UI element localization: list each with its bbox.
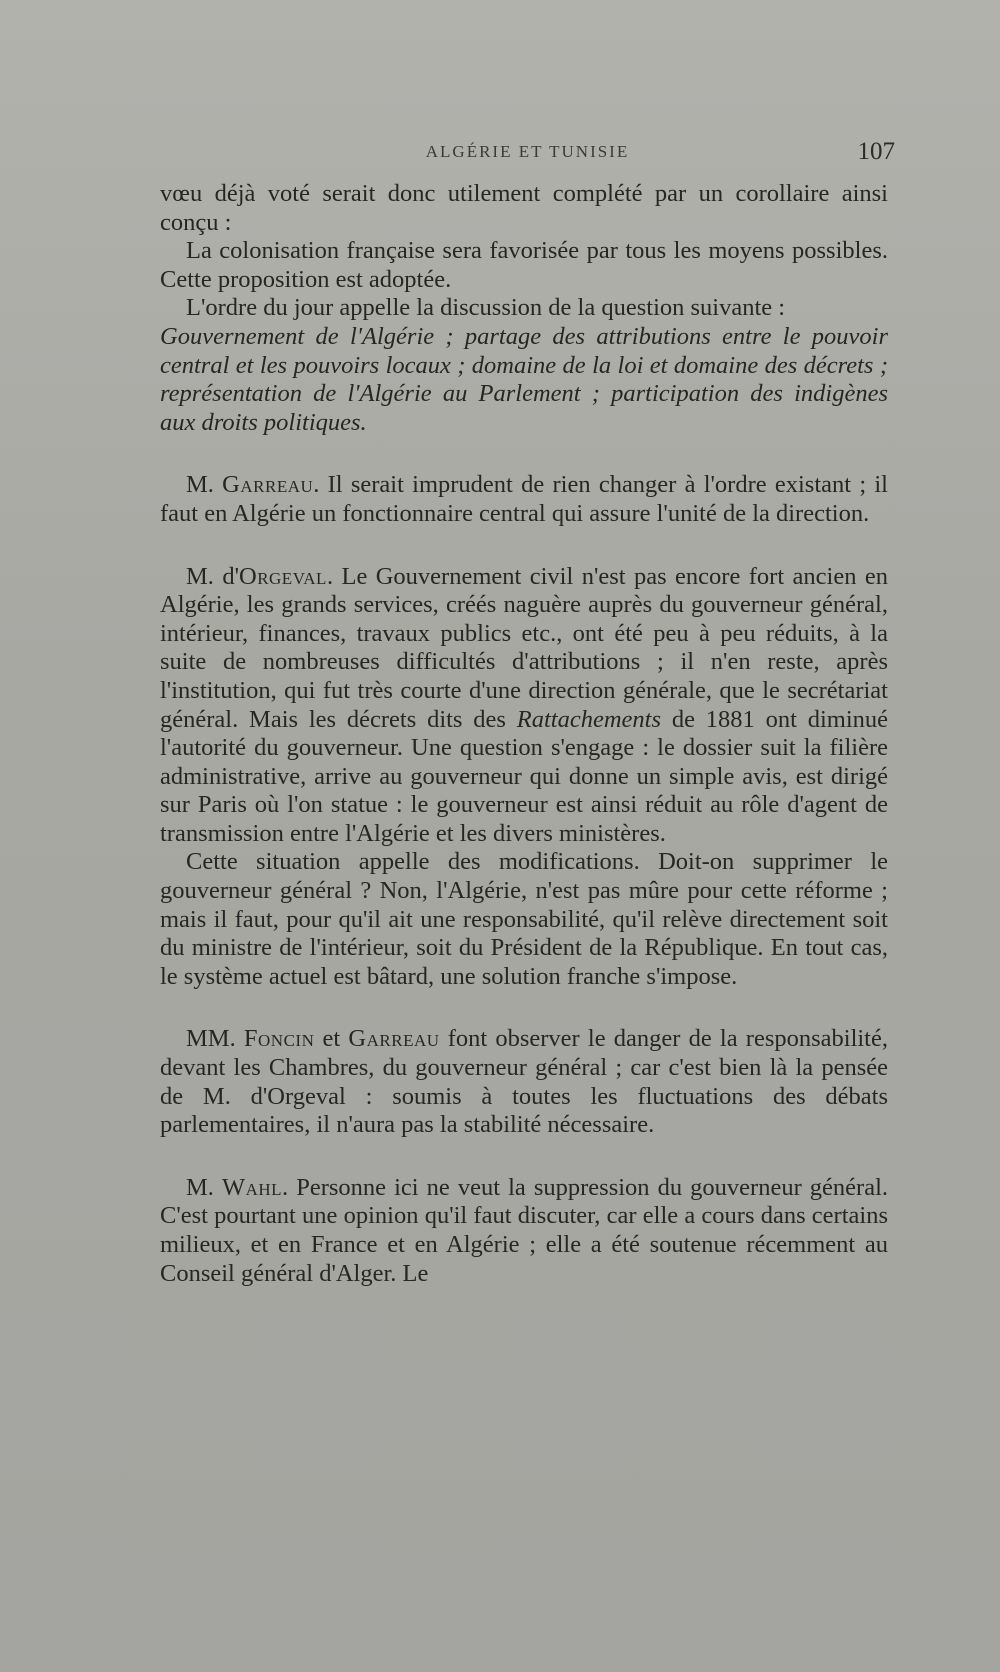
speaker-name-foncin: Foncin: [243, 1025, 315, 1053]
paragraph-1: vœu déjà voté serait donc utilement complété par un corollaire ainsi conçu :: [160, 180, 888, 236]
speech-text: . Il serait imprudent de rien changer à l'ordre existant ; il faut en Algérie un fonctionnaire central qui assure l'unité de la direction.: [160, 471, 888, 527]
paragraph-wahl: [160, 1174, 888, 1288]
paragraph-foncin-garreau: [160, 1025, 888, 1139]
speech-text: font observer le danger de la responsabilité, devant les Chambres, du gouverneur général ; car c'est bien là la pensée de M. d'Orgeval : soumis à toutes les fluctuations des débats parlementaires, il n'aura pas la stabilité nécessaire.: [160, 1025, 888, 1139]
speaker-title: M.: [186, 471, 223, 499]
paragraph-2: La colonisation française sera favorisée par tous les moyens possibles. Cette proposition est adoptée.: [160, 237, 888, 293]
page-header: [160, 138, 895, 168]
paragraph-3: L'ordre du jour appelle la discussion de la question suivante :: [186, 294, 786, 322]
speaker-name-garreau: Garreau: [348, 1025, 440, 1053]
speaker-title: M.: [186, 1173, 222, 1201]
speaker-title: M. d': [186, 562, 239, 590]
speaker-name-orgeval: Orgeval: [239, 562, 327, 590]
speaker-name-wahl: Wahl: [221, 1173, 283, 1201]
conjunction: et: [314, 1025, 349, 1053]
speaker-title: MM.: [186, 1025, 244, 1053]
paragraph-6: Cette situation appelle des modifications. Doit-on supprimer le gouverneur général ? Non, l'Algérie, n'est pas mûre pour cette réforme ; mais il faut, pour qu'il ait une responsabilité, qu'il relève directement soit du ministre de l'intérieur, soit du Président de la République. En tout cas, le système actuel est bâtard, une solution franche s'impose.: [160, 848, 888, 990]
speaker-name-garreau: Garreau: [222, 471, 314, 499]
speech-text-b: de 1881 ont diminué l'autorité du gouverneur. Une question s'engage : le dossier suit la filière administrative, arrive au gouverneur qui donne un simple avis, est dirigé sur Paris où l'on statue : le gouverneur est ainsi réduit au rôle d'agent de transmission entre l'Algérie et les divers ministères.: [160, 705, 889, 847]
speech-text-a: . Le Gouvernement civil n'est pas encore fort ancien en Algérie, les grands services, créés naguère auprès du gouverneur général, intérieur, finances, travaux publics etc., ont été peu à peu réduits, à la suite de nombreuses difficultés d'attributions ; il n'en reste, après l'institution, qui fut très courte d'une direction générale, que le secrétariat général. Mais les décrets dits des: [160, 562, 888, 733]
speech-text: . Personne ici ne veut la suppression du gouverneur général. C'est pourtant une opinion qu'il faut discuter, car elle a cours dans certains milieux, et en France et en Algérie ; elle a été soutenue récemment au Conseil général d'Alger. Le: [160, 1173, 888, 1287]
paragraph-orgeval: [160, 563, 888, 849]
body-text: [160, 180, 888, 1288]
italic-term: Rattachements: [516, 705, 662, 733]
page-number: 107: [857, 138, 895, 165]
running-head: ALGÉRIE ET TUNISIE: [425, 142, 630, 161]
agenda-question: Gouvernement de l'Algérie ; partage des attributions entre le pouvoir central et les pouvoirs locaux ; domaine de la loi et domaine des décrets ; représentation de l'Algérie au Parlement ; participation des indigènes aux droits politiques.: [160, 322, 888, 436]
paragraph-garreau: [160, 471, 888, 528]
